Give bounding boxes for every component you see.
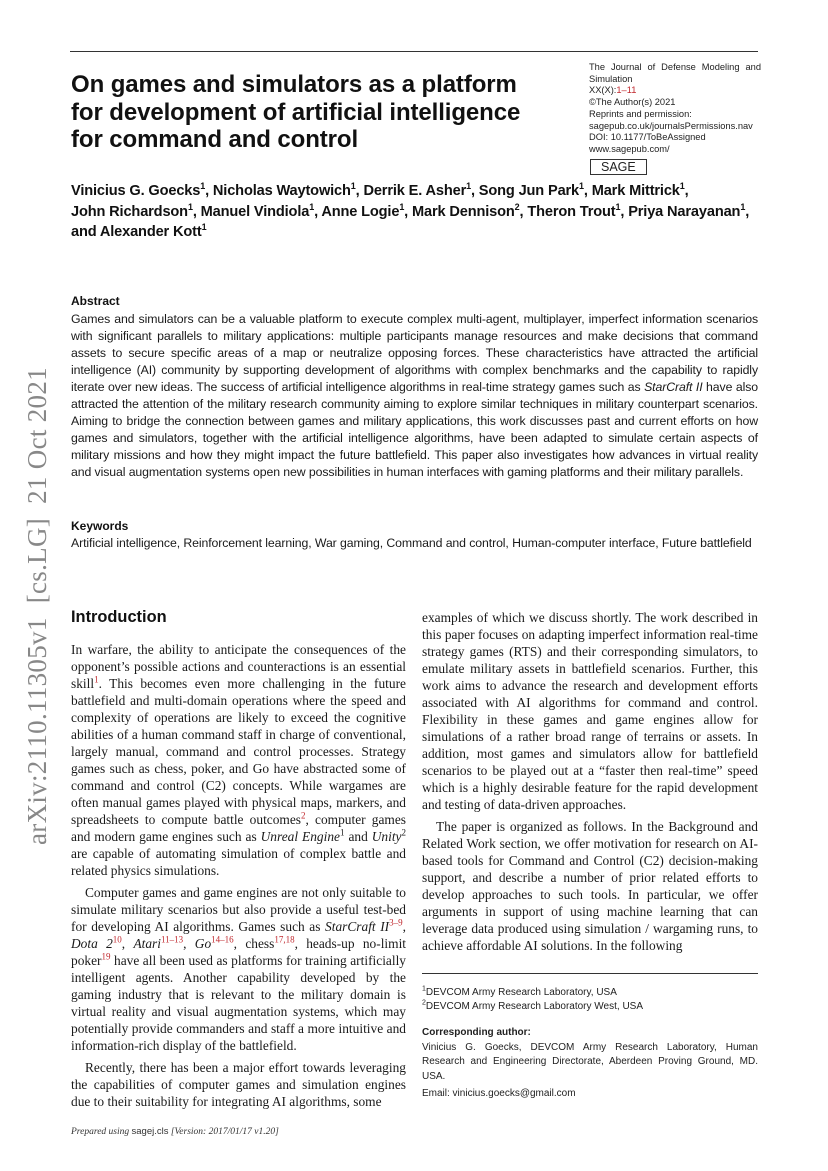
journal-name: The Journal of Defense Modeling and Simulation <box>589 62 761 84</box>
sage-logo: SAGE <box>590 159 647 175</box>
footnote-mark: 2 <box>401 827 406 838</box>
reprints-url[interactable]: sagepub.co.uk/journalsPermissions.nav <box>589 120 753 131</box>
author: Anne Logie$^1$ <box>321 201 405 220</box>
corresponding-heading: Corresponding author: <box>422 1027 531 1038</box>
doi: DOI: 10.1177/ToBeAssigned <box>589 132 706 143</box>
citation-link[interactable]: 14–16 <box>211 934 234 945</box>
citation-link[interactable]: 2 <box>301 810 306 821</box>
volume-issue: XX(X): <box>589 85 617 96</box>
page-range-link[interactable]: 1–11 <box>616 85 637 96</box>
author: Mark Mittrick$^1$ <box>591 181 685 199</box>
paper-title <box>71 71 571 154</box>
author: Mark Dennison$^2$ <box>411 201 520 220</box>
footnote-rule <box>422 973 758 974</box>
citation-link[interactable]: 11–13 <box>160 934 184 945</box>
reprints-label: Reprints and permission: <box>589 108 692 119</box>
corresponding-email[interactable]: Email: vinicius.goecks@gmail.com <box>422 1088 576 1099</box>
paragraph: In warfare, the ability to anticipate the consequences of the opponent’s possible actions and counteractions is an essential skill$^1$. This becomes even more challenging in the future battlefield and multi-domain operations where the speed and complexity of operations are likely to exceed the cognitive abilities of a human command staff in charge of conventional, largely manual, command and control processes. Strategy games such as chess, poker, and Go have abstracted some of command and control (C2) concepts. While wargames are often manual games played with physical maps, markers, and spreadsheets to compute battle outcomes$^2$, computer games and modern game engines such as Unreal Engine$^1$ and Unity$^2$ are capable of automating simulation of complex battle and related physics simulations. <box>71 642 406 878</box>
author: Priya Narayanan$^1$ <box>628 201 746 220</box>
abstract-text: Games and simulators can be a valuable platform to execute complex multi-agent, multiplayer, imperfect information scenarios with significant parallels to military applications: multiple participants manage resources and make decisions that command assets to secure specific areas of a map or neutralize opposing forces. These characteristics have attracted the artificial intelligence (AI) community by supporting development of algorithms with complex benchmarks and the capability to rapidly iterate over new ideas. The success of artificial intelligence algorithms in real-time strategy games such as StarCraft II have also attracted the attention of the military research community aiming to explore similar techniques in military counterpart scenarios. Aiming to bridge the connection between games and military applications, this work discusses past and current efforts on how games and simulators, together with the artificial intelligence algorithms, have been adapted to simulate certain aspects of military missions and how they might impact the future battlefield. This paper also investigates how advances in virtual reality and visual augmentation systems open new possibilities in human interfaces with gaming platforms and their military parallels. <box>71 312 759 479</box>
paragraph: Recently, there has been a major effort towards leveraging the capabilities of computer games and simulation engines due to their suitability for integrating AI algorithms, some <box>71 1060 406 1109</box>
journal-volume <box>589 85 761 97</box>
copyright: ©The Author(s) 2021 <box>589 97 676 108</box>
author: John Richardson$^1$ <box>71 201 193 220</box>
citation-link[interactable]: 1 <box>94 674 99 685</box>
paragraph: examples of which we discuss shortly. The work described in this paper focuses on adapting imperfect information real-time strategy games (RTS) and their corresponding simulators, to emulate military assets in battlefield scenarios. Further, this work aims to advance the research and development efforts associated with AI algorithms for command and control. Flexibility in these games and game engines allow for simulations of a rather broad range of terrains or assets. In addition, most games and simulators allow for battlefield scenarios to be played out at a “faster then real-time” speed which is a highly desirable feature for the rapid development and testing of data-driven approaches. <box>422 610 758 812</box>
left-column-body <box>71 641 406 1110</box>
corresponding-text: Vinicius G. Goecks, DEVCOM Army Research Laboratory, Human Research and Engineering Directorate, Aberdeen Proving Ground, MD. USA. <box>422 1041 758 1082</box>
keywords-text: Artificial intelligence, Reinforcement learning, War gaming, Command and control, Human-computer interface, Future battlefield <box>71 536 752 550</box>
author: Alexander Kott$^1$ <box>99 222 207 241</box>
author: Derrik E. Asher$^1$ <box>363 181 471 199</box>
publisher-website[interactable]: www.sagepub.com/ <box>589 143 670 154</box>
header-rule <box>70 51 758 52</box>
title-line: for command and control <box>71 126 359 153</box>
citation-link[interactable]: 10 <box>112 934 122 945</box>
paragraph: The paper is organized as follows. In the Background and Related Work section, we offer motivation for research on AI-based tools for Command and Control (C2) decision-making support, and describe a number of prior related efforts to develop approaches to such tools. In particular, we offer arguments in support of using machine learning that can leverage data produced using simulation / wargaming runs, to achieve affordable AI solutions. In the following <box>422 819 758 953</box>
citation-link[interactable]: 3–9 <box>389 917 403 928</box>
introduction-heading: Introduction <box>71 608 167 626</box>
right-column-body <box>422 609 758 954</box>
citation-link[interactable]: 19 <box>101 951 111 962</box>
author: Vinicius G. Goecks$^1$ <box>71 181 206 199</box>
keywords-heading: Keywords <box>71 519 129 533</box>
arxiv-identifier-stamp[interactable]: arXiv:2110.11305v1 [cs.LG] 21 Oct 2021 <box>22 367 52 845</box>
author: Theron Trout$^1$ <box>527 201 621 220</box>
abstract-heading: Abstract <box>71 294 120 308</box>
author: Nicholas Waytowich$^1$ <box>212 181 356 199</box>
affiliation: $^2$DEVCOM Army Research Laboratory West, USA <box>422 999 644 1012</box>
affiliations <box>422 986 758 1014</box>
footnote-mark: 1 <box>339 827 345 838</box>
author: Song Jun Park$^1$ <box>478 181 584 199</box>
journal-info <box>589 62 761 175</box>
paragraph: Computer games and game engines are not only suitable to simulate military scenarios but also provide a useful test-bed for developing AI algorithms. Games such as StarCraft II$^{3-9}$, Dota 2$^{10}$, Atari$^{11-13}$, Go$^{14-16}$, chess$^{17,18}$, heads-up no-limit poker$^{19}$ have all been used as platforms for training artificially intelligent agents. Another capability developed by the gaming industry that is relevant to the military domain is virtual reality and visual augmentation systems, which may potentially provide commanders and staff a more intuitive and information-rich display of the battlefield. <box>71 885 407 1053</box>
title-line: for development of artificial intelligence <box>71 98 521 126</box>
affiliation: $^1$DEVCOM Army Research Laboratory, USA <box>422 985 617 998</box>
title-line: On games and simulators as a platform <box>71 71 517 98</box>
page-footer: Prepared using sagej.cls [Version: 2017/01/17 v1.20] <box>71 1126 279 1137</box>
corresponding-author <box>422 1026 758 1102</box>
citation-link[interactable]: 17,18 <box>274 934 295 945</box>
author-list: Vinicius G. Goecks$^1$, Nicholas Waytowich$^1$, Derrik E. Asher$^1$, Song Jun Park$^1$, Mark Mittrick$^1$, John Richardson$^1$, Manuel Vindiola$^1$, Anne Logie$^1$, Mark Dennison$^2$, Theron Trout$^1$, Priya Narayanan$^1$, and Alexander Kott$^1$ <box>71 181 750 241</box>
author: Manuel Vindiola$^1$ <box>200 201 315 220</box>
